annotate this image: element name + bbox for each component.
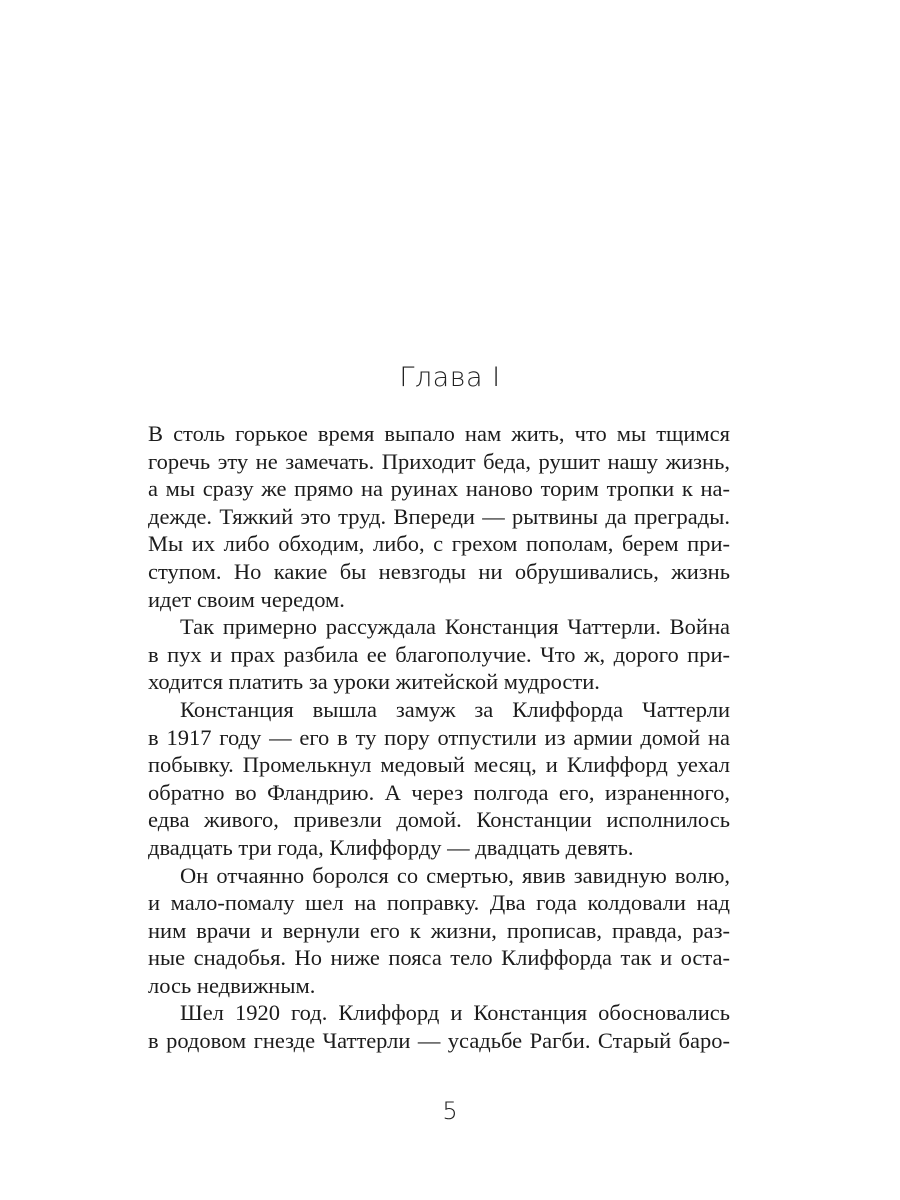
text-line: побывку. Промелькнул медовый месяц, и Клиффорд уехал — [148, 752, 730, 778]
text-line: горечь эту не замечать. Приходит беда, рушит нашу жизнь, — [148, 448, 730, 474]
text-line: а мы сразу же прямо на руинах наново торим тропки к на- — [148, 476, 730, 502]
text-line: В столь горькое время выпало нам жить, что мы тщимся — [148, 421, 730, 446]
text-line: и мало-помалу шел на поправку. Два года колдовали над — [148, 890, 730, 916]
text-line: идет своим чередом. — [148, 586, 345, 612]
text-line: Шел 1920 год. Клиффорд и Констанция обосновались — [180, 1000, 730, 1026]
text-line: едва живого, привезли домой. Констанции исполнилось — [148, 807, 730, 833]
page-number: 5 — [442, 1097, 458, 1125]
text-line: обратно во Фландрию. А через полгода его, израненного, — [148, 779, 730, 805]
text-line: в родовом гнезде Чаттерли — усадьбе Рагби. Старый баро- — [148, 1028, 730, 1054]
chapter-title: Глава I — [399, 362, 501, 393]
text-line: ные снадобья. Но ниже пояса тело Клиффорда так и оста- — [148, 945, 730, 971]
text-line: двадцать три года, Клиффорду — двадцать девять. — [148, 834, 634, 860]
text-line: ходится платить за уроки житейской мудрости. — [148, 669, 600, 695]
text-line: Мы их либо обходим, либо, с грехом пополам, берем при- — [148, 531, 730, 557]
text-line: Констанция вышла замуж за Клиффорда Чаттерли — [180, 696, 730, 722]
text-line: ним врачи и вернули его к жизни, прописав, правда, раз- — [148, 917, 730, 943]
text-line: в 1917 году — его в ту пору отпустили из армии домой на — [148, 724, 730, 750]
text-line: Так примерно рассуждала Констанция Чаттерли. Война — [180, 614, 730, 640]
text-line: дежде. Тяжкий это труд. Впереди — рытвины да преграды. — [148, 503, 730, 529]
text-line: в пух и прах разбила ее благополучие. Что ж, дорого при- — [148, 641, 730, 667]
text-line: ступом. Но какие бы невзгоды ни обрушивались, жизнь — [148, 558, 730, 584]
text-line: лось недвижным. — [148, 972, 316, 998]
text-line: Он отчаянно боролся со смертью, явив завидную волю, — [180, 862, 730, 888]
body-text — [148, 420, 730, 1055]
